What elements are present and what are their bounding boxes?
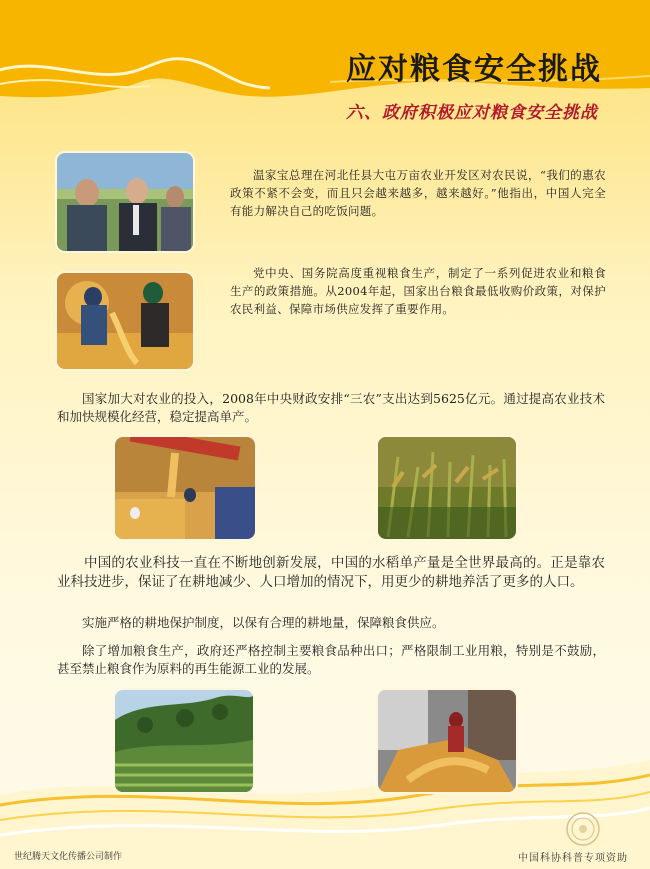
photo-harvester-unloading bbox=[115, 437, 255, 539]
page-title: 应对粮食安全挑战 bbox=[346, 52, 602, 87]
photo-worker-with-grain bbox=[378, 690, 516, 792]
bottom-wave-decoration bbox=[0, 700, 650, 869]
paragraph-export-control: 除了增加粮食生产，政府还严格控制主要粮食品种出口；严格限制工业用粮，特别是不鼓励，甚至禁止粮食作为原料的再生能源工业的发展。 bbox=[57, 643, 605, 676]
section-subtitle: 六、政府积极应对粮食安全挑战 bbox=[346, 103, 598, 123]
photo-terraced-hillside bbox=[115, 690, 253, 792]
cast-emblem-icon bbox=[566, 812, 600, 846]
paragraph-agri-technology: 中国的农业科技一直在不断地创新发展，中国的水稻单产量是全世界最高的。正是靠农业科技进步，保证了在耕地减少、人口增加的情况下，用更少的耕地养活了更多的人口。 bbox=[57, 555, 605, 590]
paragraph-land-protection: 实施严格的耕地保护制度，以保有合理的耕地量，保障粮食供应。 bbox=[82, 615, 445, 630]
photo-rice-field bbox=[378, 437, 516, 539]
footer-producer: 世纪腾天文化传播公司制作 bbox=[14, 852, 123, 862]
photo-premier-with-farmers bbox=[57, 153, 193, 251]
paragraph-central-policies: 党中央、国务院高度重视粮食生产，制定了一系列促进农业和粮食生产的政策措施。从2004年起，国家出台粮食最低收购价政策，对保护农民利益、保障市场供应发挥了重要作用。 bbox=[230, 266, 606, 316]
paragraph-premier-visit: 温家宝总理在河北任县大屯万亩农业开发区对农民说，“我们的惠农政策不紧不会变，而且只会越来越多，越来越好。”他指出，中国人完全有能力解决自己的吃饭问题。 bbox=[230, 168, 606, 218]
photo-farmers-pouring-grain bbox=[57, 273, 193, 369]
paragraph-agriculture-investment: 国家加大对农业的投入，2008年中央财政安排“三农”支出达到5625亿元。通过提高农业技术和加快规模化经营，稳定提高单产。 bbox=[57, 391, 605, 424]
footer-sponsor: 中国科协科普专项资助 bbox=[518, 853, 628, 864]
